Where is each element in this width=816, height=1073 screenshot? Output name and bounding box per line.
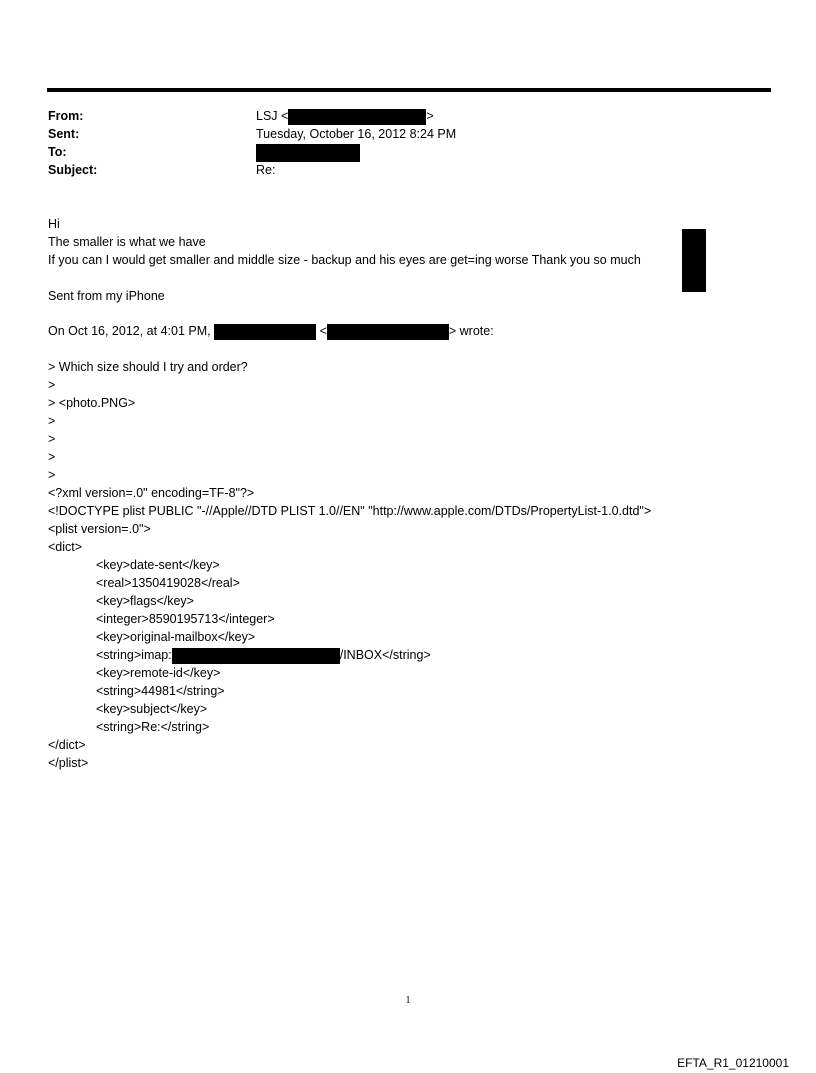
plist-line: <key>date-sent</key>	[96, 558, 220, 572]
from-value	[256, 107, 434, 125]
plist-line: <plist version=.0">	[48, 522, 151, 536]
to-row	[48, 143, 748, 161]
plist-line: <string>Re:</string>	[96, 720, 210, 734]
from-row	[48, 107, 748, 125]
plist-line: </dict>	[48, 738, 86, 752]
sent-row	[48, 125, 748, 143]
to-label: To:	[48, 145, 67, 159]
plist-line: <integer>8590195713</integer>	[96, 612, 275, 626]
plist-imap-prefix: <string>imap:	[96, 648, 172, 662]
quote-intro-suffix: > wrote:	[448, 324, 494, 338]
quoted-line: > Which size should I try and order?	[48, 360, 248, 374]
plist-line: <key>remote-id</key>	[96, 666, 221, 680]
plist-line: <key>subject</key>	[96, 702, 208, 716]
subject-value: Re:	[256, 163, 276, 177]
plist-line: <real>1350419028</real>	[96, 576, 240, 590]
plist-line: </plist>	[48, 756, 89, 770]
plist-imap-suffix: /INBOX</string>	[339, 648, 431, 662]
plist-line: <?xml version=.0" encoding=TF-8"?>	[48, 486, 255, 500]
quoted-line: >	[48, 432, 56, 446]
quoted-line: >	[48, 468, 56, 482]
plist-line: <key>flags</key>	[96, 594, 194, 608]
quoted-line: >	[48, 450, 56, 464]
body-line: If you can I would get smaller and middle size - backup and his eyes are get=ing worse Thank you so much	[48, 253, 641, 267]
redaction-box	[327, 324, 449, 340]
redaction-box	[288, 109, 426, 125]
to-value	[256, 143, 360, 162]
page-number: 1	[405, 995, 411, 1006]
redaction-box	[172, 648, 340, 664]
redaction-box	[214, 324, 316, 340]
sent-label: Sent:	[48, 127, 80, 141]
subject-row	[48, 161, 748, 179]
quoted-line: > <photo.PNG>	[48, 396, 136, 410]
plist-line	[96, 646, 431, 664]
sent-value: Tuesday, October 16, 2012 8:24 PM	[256, 127, 457, 141]
redaction-box	[256, 144, 360, 162]
quote-intro-prefix: On Oct 16, 2012, at 4:01 PM,	[48, 324, 211, 338]
quote-intro-lt: <	[319, 324, 327, 338]
quote-intro	[48, 322, 494, 340]
quoted-line: >	[48, 414, 56, 428]
from-label: From:	[48, 109, 84, 123]
from-name: LSJ <	[256, 109, 289, 123]
redaction-box	[682, 229, 706, 292]
greeting: Hi	[48, 217, 60, 231]
plist-line: <key>original-mailbox</key>	[96, 630, 256, 644]
from-suffix: >	[426, 109, 434, 123]
plist-line: <dict>	[48, 540, 83, 554]
quoted-line: >	[48, 378, 56, 392]
plist-line: <!DOCTYPE plist PUBLIC "-//Apple//DTD PLIST 1.0//EN" "http://www.apple.com/DTDs/PropertyList-1.0.dtd">	[48, 504, 652, 518]
document-id: EFTA_R1_01210001	[677, 1056, 789, 1070]
header-rule	[47, 88, 771, 92]
subject-label: Subject:	[48, 163, 98, 177]
body-line: The smaller is what we have	[48, 235, 206, 249]
plist-line: <string>44981</string>	[96, 684, 225, 698]
signature: Sent from my iPhone	[48, 289, 165, 303]
